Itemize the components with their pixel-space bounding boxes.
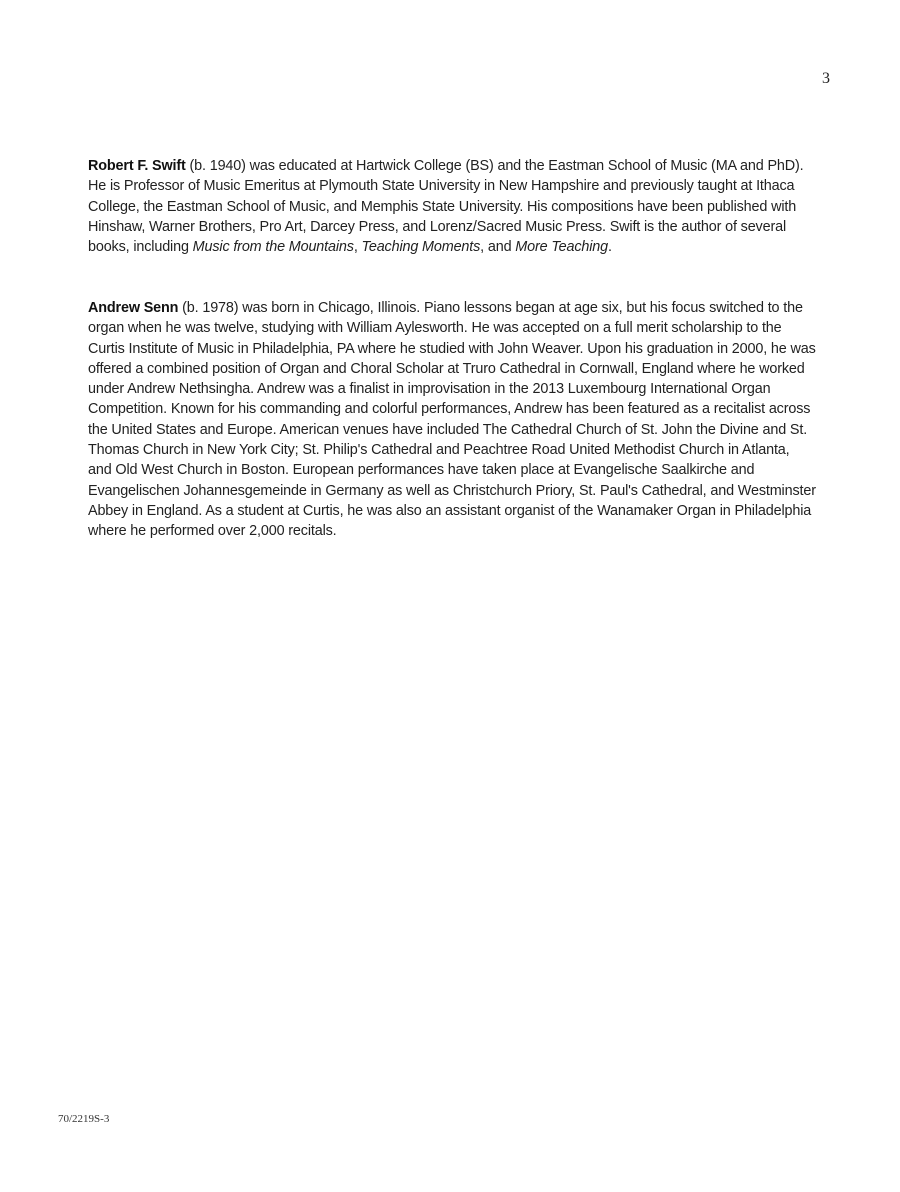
- book-title-teaching-moments: Teaching Moments: [361, 239, 481, 256]
- bio-text-swift: (b. 1940) was educated at Hartwick College (BS) and the Eastman School of Music (MA and PhD). He is Professor of Music Emeritus at Plymouth State University in New Hampshire and previously taught at Ithaca College, the Eastman School of Music, and Memphis State University. His compositions have been published with Hinshaw, Warner Brothers, Pro Art, Darcey Press, and Lorenz/Sacred Music Press. Swift is the author of several books, including: [88, 158, 804, 256]
- bio-name-senn: Andrew Senn: [88, 300, 179, 316]
- bio-separator: ,: [353, 239, 362, 256]
- bio-robert-swift: [88, 156, 816, 257]
- bio-separator: , and: [480, 239, 516, 256]
- bio-andrew-senn: [88, 298, 816, 542]
- page-number: 3: [822, 70, 830, 87]
- bio-end-punctuation: .: [608, 239, 612, 256]
- book-title-more-teaching: More Teaching: [515, 239, 608, 256]
- catalog-number: 70/2219S-3: [58, 1113, 110, 1125]
- bio-text-senn: (b. 1978) was born in Chicago, Illinois. Piano lessons began at age six, but his focus switched to the organ when he was twelve, studying with William Aylesworth. He was accepted on a full merit scholarship to the Curtis Institute of Music in Philadelphia, PA where he studied with John Weaver. Upon his graduation in 2000, he was offered a combined position of Organ and Choral Scholar at Truro Cathedral in Cornwall, England where he worked under Andrew Nethsingha. Andrew was a finalist in improvisation in the 2013 Luxembourg International Organ Competition. Known for his commanding and colorful performances, Andrew has been featured as a recitalist across the United States and Europe. American venues have included The Cathedral Church of St. John the Divine and St. Thomas Church in New York City; St. Philip's Cathedral and Peachtree Road United Methodist Church in Atlanta, and Old West Church in Boston. European performances have taken place at Evangelische Saalkirche and Evangelischen Johannesgemeinde in Germany as well as Christchurch Priory, St. Paul's Cathedral, and Westminster Abbey in England. As a student at Curtis, he was also an assistant organist of the Wanamaker Organ in Philadelphia where he performed over 2,000 recitals.: [88, 300, 816, 540]
- bio-name-swift: Robert F. Swift: [88, 158, 186, 174]
- book-title-music-from-the-mountains: Music from the Mountains: [192, 239, 354, 256]
